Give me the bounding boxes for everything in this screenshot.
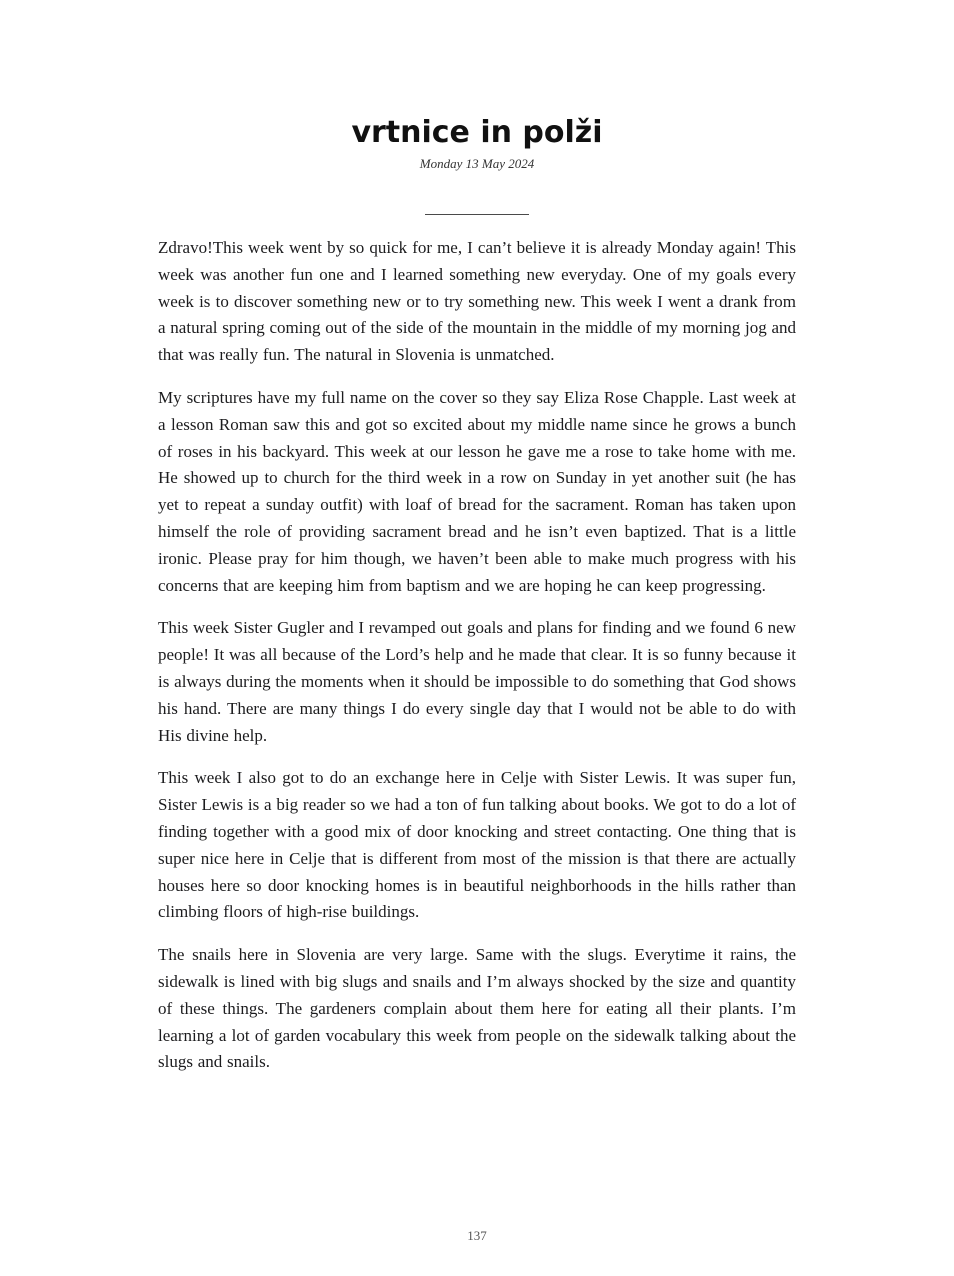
paragraph-3: This week Sister Gugler and I revamped out goals and plans for finding and we found 6 new people! It was all because of the Lord’s help and he made that clear. It is so funny because it is always during the moments when it should be impossible to do something that God shows his hand. There are many things I do every single day that I would not be able to do with His divine help. [158, 618, 796, 745]
paragraph-4: This week I also got to do an exchange here in Celje with Sister Lewis. It was super fun, Sister Lewis is a big reader so we had a ton of fun talking about books. We got to do a lot of finding together with a good mix of door knocking and street contacting. One thing that is super nice here in Celje that is different from most of the mission is that there are actually houses here so door knocking homes is in beautiful neighborhoods in the hills rather than climbing floors of high-rise buildings. [158, 768, 796, 922]
paragraph-1: Zdravo!This week went by so quick for me, I can’t believe it is already Monday again! This week was another fun one and I learned something new everyday. One of my goals every week is to discover something new or to try something new. This week I went a drank from a natural spring coming out of the side of the mountain in the middle of my morning jog and that was really fun. The natural in Slovenia is unmatched. [158, 238, 796, 365]
page-title: vrtnice in polži [351, 115, 603, 150]
page-number: 137 [467, 1228, 487, 1243]
post-body [158, 235, 796, 1076]
post-date: Monday 13 May 2024 [419, 156, 535, 171]
paragraph-2: My scriptures have my full name on the cover so they say Eliza Rose Chapple. Last week at a lesson Roman saw this and got so excited about my middle name since he grows a bunch of roses in his backyard. This week at our lesson he gave me a rose to take home with me. He showed up to church for the third week in a row on Sunday in yet another suit (he has yet to repeat a sunday outfit) with loaf of bread for the sacrament. Roman has taken upon himself the role of providing sacrament bread and he isn’t even baptized. That is a little ironic. Please pray for him though, we haven’t been able to make much progress with his concerns that are keeping him from baptism and we are hoping he can keep progressing. [158, 387, 796, 595]
paragraph-5: The snails here in Slovenia are very large. Same with the slugs. Everytime it rains, the sidewalk is lined with big slugs and snails and I’m always shocked by the size and quantity of these things. The gardeners complain about them here for eating all their plants. I’m learning a lot of garden vocabulary this week from people on the sidewalk talking about the slugs and snails. [158, 945, 796, 1072]
divider [425, 214, 529, 215]
